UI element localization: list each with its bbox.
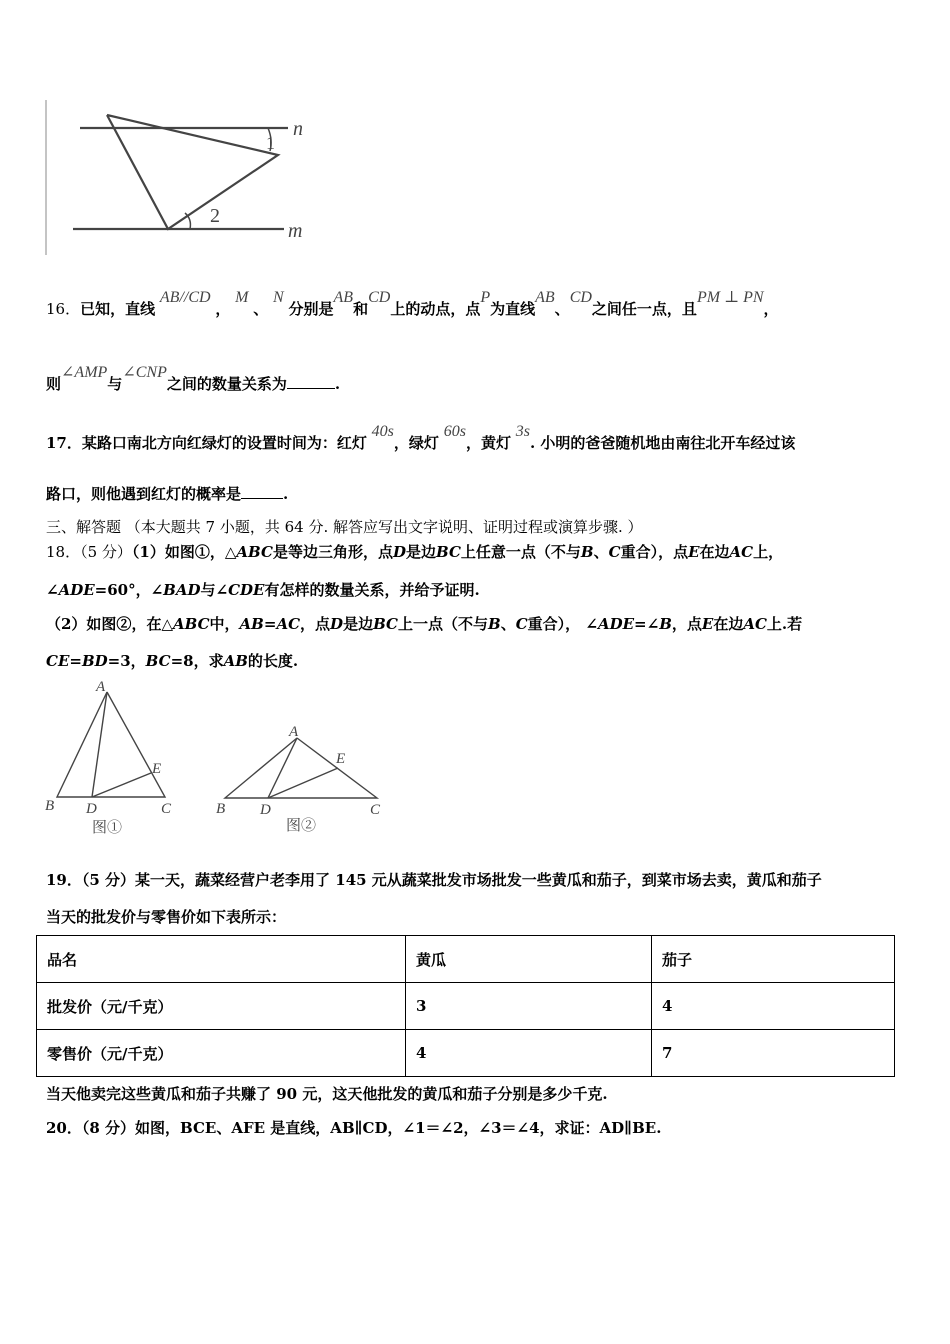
math-red-time: 40s (371, 423, 394, 440)
q18-text: 是边 (343, 615, 374, 633)
label-C: C (161, 801, 172, 817)
q18-text: ，点 (671, 615, 702, 633)
q18-text: =∠ (634, 615, 660, 633)
figure-2-caption: 图② (286, 818, 317, 834)
q17-line-1 (46, 423, 796, 453)
math-angle-cnp: ∠CNP (122, 364, 167, 381)
q18-var: BD (81, 652, 108, 670)
math-M: M (235, 289, 249, 306)
q16-text: ， (763, 300, 779, 318)
q17-text: ，绿灯 (393, 434, 439, 452)
q16-text: 和 (353, 300, 369, 318)
table-header-cell: 黄瓜 (406, 936, 652, 983)
math-AB: AB (333, 289, 354, 306)
q18-text: （1）如图①，△ (131, 543, 237, 561)
figure-1-caption: 图① (92, 820, 123, 836)
q18-var: C (608, 543, 621, 561)
label-angle-1: 1 (266, 133, 275, 153)
q19-line-3: 当天他卖完这些黄瓜和茄子共赚了 90 元，这天他批发的黄瓜和茄子分别是多少千克. (46, 1085, 608, 1103)
q18-var: ∠ADE (46, 581, 95, 599)
q18-text: 的长度. (247, 652, 299, 670)
q16-text: 分别是 (288, 300, 334, 318)
label-D: D (86, 801, 97, 817)
q18-var: ABC (236, 543, 273, 561)
table-header-row (37, 936, 895, 983)
q18-text: 是边 (405, 543, 436, 561)
q18-var: CE (46, 652, 70, 670)
q18-var: C (515, 615, 528, 633)
q17-text: ，黄灯 (465, 434, 511, 452)
table-cell: 4 (406, 1030, 652, 1077)
label-A: A (96, 679, 106, 695)
q16-line-1 (46, 289, 779, 319)
table-row (37, 1030, 895, 1077)
q18-text: ，点 (300, 615, 331, 633)
math-angle-amp: ∠AMP (61, 364, 108, 381)
q18-line-3 (46, 613, 802, 634)
q18-text: =3， (107, 652, 146, 670)
q16-text: . (334, 375, 341, 393)
q18-text: 上任意一点（不与 (460, 543, 581, 561)
label-angle-2: 2 (210, 205, 220, 227)
q17-text: 17．某路口南北方向红绿灯的设置时间为：红灯 (46, 434, 367, 452)
table-cell: 4 (652, 983, 895, 1030)
q16-text: 则 (46, 375, 62, 393)
q18-var: AC (729, 543, 754, 561)
q18-var: BAD (163, 581, 201, 599)
table-header-cell: 品名 (37, 936, 406, 983)
segment-de (92, 773, 151, 797)
q18-var: D (392, 543, 406, 561)
q16-text: 、 (253, 300, 269, 318)
q18-var: BC (435, 543, 461, 561)
q18-text: 是等边三角形，点 (272, 543, 393, 561)
q18-text: 上一点（不与 (397, 615, 488, 633)
label-C: C (370, 802, 381, 818)
answer-blank (287, 376, 335, 389)
q18-line-4 (46, 650, 298, 671)
q16-text: ， (215, 300, 231, 318)
q17-text: . 小明的爸爸随机地由南往北开车经过该 (529, 434, 796, 452)
q18-text: 重合），点 (620, 543, 689, 561)
q18-var: B (659, 615, 672, 633)
table-cell: 批发价（元/千克） (37, 983, 406, 1030)
q18-text: 中， (209, 615, 240, 633)
q16-text: 上的动点，点 (390, 300, 481, 318)
label-B: B (216, 801, 226, 817)
q17-text: 路口，则他遇到红灯的概率是 (46, 485, 242, 503)
triangle-abc (57, 692, 165, 797)
q18-text: =8，求 (170, 652, 224, 670)
q18-var: B (580, 543, 594, 561)
q18-var: CDE (228, 581, 265, 599)
table-cell: 3 (406, 983, 652, 1030)
q18-var: BC (145, 652, 171, 670)
q18-var: AC (276, 615, 301, 633)
q18-text: 上， (753, 543, 784, 561)
q17-text: . (283, 485, 289, 503)
label-A: A (289, 724, 299, 740)
q18-var: E (701, 615, 714, 633)
q16-text: 之间的数量关系为 (166, 375, 287, 393)
q18-text: = (69, 652, 82, 670)
table-cell: 零售价（元/千克） (37, 1030, 406, 1077)
q16-text: 已知，直线 (80, 300, 156, 318)
q18-text: 与∠ (200, 581, 229, 599)
q18-number: 18．（5 分） (46, 543, 132, 561)
q18-var: AB (239, 615, 264, 633)
label-B: B (45, 798, 55, 814)
q18-text: 、 (500, 615, 516, 633)
q18-var: AB (223, 652, 248, 670)
table-row (37, 983, 895, 1030)
figure-1-triangle (40, 675, 200, 840)
table-header-cell: 茄子 (652, 936, 895, 983)
section-3-heading: 三、解答题 （本大题共 7 小题，共 64 分. 解答应写出文字说明、证明过程或演算步骤. ） (46, 518, 643, 536)
q18-var: D (330, 615, 344, 633)
q18-var: ADE (597, 615, 635, 633)
q18-var: E (688, 543, 700, 561)
q18-text: 、 (593, 543, 609, 561)
math-ab-parallel-cd: AB//CD (159, 289, 211, 306)
q17-line-2 (46, 483, 288, 504)
q16-text: 之间任一点，且 (591, 300, 697, 318)
q18-line-2 (46, 579, 480, 600)
math-pm-perp-pn: PM ⊥ PN (696, 289, 764, 306)
triangle-abc (225, 738, 377, 798)
math-AB: AB (535, 289, 555, 306)
label-D: D (260, 802, 271, 818)
label-m: m (288, 220, 303, 242)
q18-text: 在边 (699, 543, 730, 561)
q18-text: 上.若 (766, 615, 803, 633)
segment-de (268, 768, 338, 798)
q18-text: 有怎样的数量关系，并给予证明. (264, 581, 480, 599)
answer-blank (241, 486, 283, 499)
triangle (107, 115, 278, 229)
q18-text: 重合）， ∠ (527, 615, 598, 633)
math-CD: CD (569, 289, 592, 306)
q16-number: 16． (46, 300, 81, 318)
parallel-lines-triangle-figure (40, 95, 320, 260)
q19-line-2: 当天的批发价与零售价如下表所示： (46, 908, 287, 926)
q16-text: 、 (554, 300, 570, 318)
q16-text: 与 (107, 375, 123, 393)
q18-var: ABC (172, 615, 210, 633)
table-cell: 7 (652, 1030, 895, 1077)
math-yellow-time: 3s (515, 423, 530, 440)
q18-var: AC (743, 615, 767, 633)
q20-line-1: 20．（8 分）如图，BCE、AFE 是直线，AB∥CD，∠1＝∠2，∠3＝∠4，求证：AD∥BE. (46, 1119, 662, 1137)
q18-text: = (263, 615, 277, 633)
math-N: N (273, 289, 284, 306)
q18-var: BC (373, 615, 398, 633)
q18-text: =60°，∠ (94, 581, 164, 599)
q16-line-2 (46, 364, 341, 394)
math-P: P (480, 289, 491, 306)
price-table (36, 935, 895, 1077)
q16-text: 为直线 (490, 300, 536, 318)
q18-var: B (488, 615, 501, 633)
q18-text: （2）如图②，在△ (46, 615, 173, 633)
q18-text: 在边 (713, 615, 744, 633)
label-E: E (336, 751, 346, 767)
figure-2-triangle (210, 718, 390, 838)
math-green-time: 60s (443, 423, 466, 440)
q19-line-1: 19．（5 分）某一天，蔬菜经营户老李用了 145 元从蔬菜批发市场批发一些黄瓜和茄子，到菜市场去卖，黄瓜和茄子 (46, 871, 822, 889)
label-E: E (152, 761, 162, 777)
q18-line-1 (46, 541, 783, 562)
segment-ad (268, 738, 297, 798)
label-n: n (293, 118, 303, 140)
math-CD: CD (368, 289, 391, 306)
